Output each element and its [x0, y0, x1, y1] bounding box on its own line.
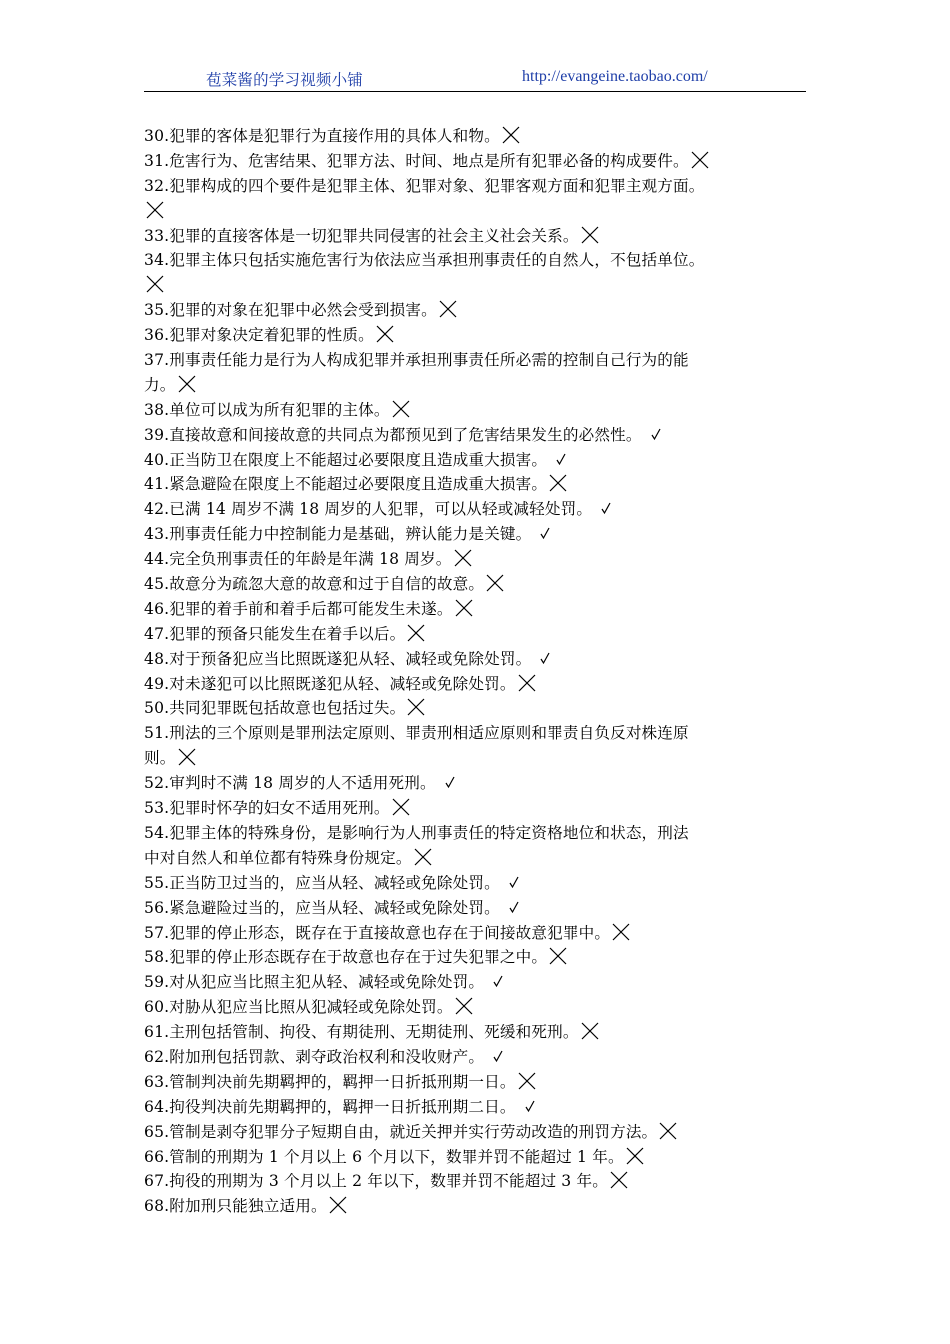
question-item: [144, 921, 814, 946]
question-text: 60.对胁从犯应当比照从犯减轻或免除处罚。: [144, 998, 453, 1017]
question-item: [144, 472, 814, 497]
question-text-line: [144, 348, 814, 373]
question-text-line: [144, 323, 814, 348]
shop-url[interactable]: http://evangeine.taobao.com/: [522, 68, 708, 85]
question-item: [144, 796, 814, 821]
question-text: 42.已满 14 周岁不满 18 周岁的人犯罪，可以从轻或减轻处罚。: [144, 500, 593, 519]
question-item: [144, 1120, 814, 1145]
question-item: [144, 224, 814, 249]
question-item: [144, 248, 814, 298]
cross-mark-icon: [454, 996, 474, 1016]
question-item: [144, 1095, 814, 1120]
question-text: 46.犯罪的着手前和着手后都可能发生未遂。: [144, 599, 453, 618]
cross-mark-icon: [548, 946, 568, 966]
question-text: 54.犯罪主体的特殊身份，是影响行为人刑事责任的特定资格地位和状态，刑法: [144, 823, 689, 842]
cross-mark-icon: [517, 673, 537, 693]
question-item: [144, 1070, 814, 1095]
cross-mark-icon: [406, 697, 426, 717]
check-mark-icon: [508, 900, 520, 914]
cross-mark-icon: [438, 299, 458, 319]
question-text: 59.对从犯应当比照主犯从轻、减轻或免除处罚。: [144, 973, 485, 992]
question-item: [144, 149, 814, 174]
check-mark-icon: [539, 526, 551, 540]
question-text: 53.犯罪时怀孕的妇女不适用死刑。: [144, 799, 390, 818]
question-text-line: [144, 746, 814, 771]
question-text-line: [144, 373, 814, 398]
question-text: 62.附加刑包括罚款、剥夺政治权利和没收财产。: [144, 1047, 485, 1066]
question-item: [144, 597, 814, 622]
cross-mark-icon: [485, 573, 505, 593]
check-mark-icon: [555, 452, 567, 466]
question-item: [144, 1145, 814, 1170]
cross-mark-icon: [145, 274, 165, 294]
cross-mark-icon: [609, 1170, 629, 1190]
check-mark-icon: [539, 651, 551, 665]
question-text: 57.犯罪的停止形态，既存在于直接故意也存在于间接故意犯罪中。: [144, 923, 611, 942]
cross-mark-icon: [580, 225, 600, 245]
shop-name: 苞菜酱的学习视频小铺: [206, 71, 364, 89]
question-item: [144, 672, 814, 697]
question-text-line: [144, 1070, 814, 1095]
question-text-line: [144, 622, 814, 647]
question-item: [144, 896, 814, 921]
question-text-line: [144, 721, 814, 746]
question-text-line: [144, 696, 814, 721]
question-item: [144, 821, 814, 871]
question-item: [144, 945, 814, 970]
question-text: 31.危害行为、危害结果、犯罪方法、时间、地点是所有犯罪必备的构成要件。: [144, 151, 689, 170]
cross-mark-icon: [453, 548, 473, 568]
question-text: 48.对于预备犯应当比照既遂犯从轻、减轻或免除处罚。: [144, 649, 532, 668]
question-text: 35.犯罪的对象在犯罪中必然会受到损害。: [144, 301, 437, 320]
cross-mark-icon: [690, 150, 710, 170]
question-text: 中对自然人和单位都有特殊身份规定。: [144, 848, 412, 867]
question-text-line: [144, 572, 814, 597]
question-item: [144, 696, 814, 721]
question-text-line: [144, 224, 814, 249]
question-text-line: [144, 846, 814, 871]
question-item: [144, 1194, 814, 1219]
question-text: 30.犯罪的客体是犯罪行为直接作用的具体人和物。: [144, 127, 500, 145]
cross-mark-icon: [625, 1146, 645, 1166]
question-text: 36.犯罪对象决定着犯罪的性质。: [144, 326, 374, 345]
question-item: [144, 298, 814, 323]
question-text-line: [144, 1095, 814, 1120]
question-text-line: [144, 547, 814, 572]
question-item: [144, 547, 814, 572]
question-text-line: [144, 448, 814, 473]
question-item: [144, 124, 814, 149]
question-text-line: [144, 273, 814, 298]
question-text-line: [144, 1045, 814, 1070]
question-text-line: [144, 597, 814, 622]
question-item: [144, 497, 814, 522]
question-text: 64.拘役判决前先期羁押的，羁押一日折抵刑期二日。: [144, 1097, 516, 1116]
question-text: 45.故意分为疏忽大意的故意和过于自信的故意。: [144, 575, 485, 594]
question-item: [144, 423, 814, 448]
question-text: 39.直接故意和间接故意的共同点为都预见到了危害结果发生的必然性。: [144, 425, 642, 444]
question-text-line: [144, 248, 814, 273]
question-text: 力。: [144, 375, 176, 394]
question-item: [144, 398, 814, 423]
question-text-line: [144, 472, 814, 497]
question-text-line: [144, 298, 814, 323]
question-text: 65.管制是剥夺犯罪分子短期自由，就近关押并实行劳动改造的刑罚方法。: [144, 1122, 658, 1141]
question-text-line: [144, 1194, 814, 1219]
check-mark-icon: [444, 775, 456, 789]
cross-mark-icon: [548, 473, 568, 493]
question-text-line: [144, 896, 814, 921]
question-text-line: [144, 497, 814, 522]
question-text: 43.刑事责任能力中控制能力是基础，辨认能力是关键。: [144, 525, 532, 544]
question-text: 37.刑事责任能力是行为人构成犯罪并承担刑事责任所必需的控制自己行为的能: [144, 351, 689, 370]
question-item: [144, 348, 814, 398]
question-text-line: [144, 149, 814, 174]
question-text: 32.犯罪构成的四个要件是犯罪主体、犯罪对象、犯罪客观方面和犯罪主观方面。: [144, 176, 705, 195]
cross-mark-icon: [145, 200, 165, 220]
check-mark-icon: [650, 427, 662, 441]
question-item: [144, 572, 814, 597]
question-item: [144, 174, 814, 224]
question-item: [144, 1020, 814, 1045]
question-item: [144, 323, 814, 348]
check-mark-icon: [508, 875, 520, 889]
cross-mark-icon: [454, 598, 474, 618]
question-text-line: [144, 1145, 814, 1170]
check-mark-icon: [524, 1099, 536, 1113]
question-text: 44.完全负刑事责任的年龄是年满 18 周岁。: [144, 550, 452, 569]
question-text-line: [144, 821, 814, 846]
question-text-line: [144, 970, 814, 995]
question-text-line: [144, 647, 814, 672]
cross-mark-icon: [177, 747, 197, 767]
question-item: [144, 522, 814, 547]
question-text-line: [144, 796, 814, 821]
question-text-line: [144, 1169, 814, 1194]
question-text-line: [144, 124, 814, 149]
question-list: [144, 124, 814, 1219]
question-text: 63.管制判决前先期羁押的，羁押一日折抵刑期一日。: [144, 1072, 516, 1091]
check-mark-icon: [600, 501, 612, 515]
cross-mark-icon: [501, 125, 521, 145]
question-text-line: [144, 1120, 814, 1145]
question-text: 41.紧急避险在限度上不能超过必要限度且造成重大损害。: [144, 475, 548, 494]
question-item: [144, 995, 814, 1020]
question-text-line: [144, 199, 814, 224]
question-text: 61.主刑包括管制、拘役、有期徒刑、无期徒刑、死缓和死刑。: [144, 1023, 579, 1042]
question-text: 56.紧急避险过当的，应当从轻、减轻或免除处罚。: [144, 898, 500, 917]
page-header: [144, 66, 806, 92]
cross-mark-icon: [517, 1071, 537, 1091]
question-text-line: [144, 522, 814, 547]
question-text: 68.附加刑只能独立适用。: [144, 1197, 327, 1216]
check-mark-icon: [492, 1049, 504, 1063]
question-text-line: [144, 174, 814, 199]
question-text-line: [144, 398, 814, 423]
question-text: 49.对未遂犯可以比照既遂犯从轻、减轻或免除处罚。: [144, 674, 516, 693]
question-text: 58.犯罪的停止形态既存在于故意也存在于过失犯罪之中。: [144, 948, 548, 967]
cross-mark-icon: [611, 922, 631, 942]
question-text: 38.单位可以成为所有犯罪的主体。: [144, 400, 390, 419]
question-item: [144, 871, 814, 896]
question-item: [144, 721, 814, 771]
cross-mark-icon: [413, 847, 433, 867]
question-text: 34.犯罪主体只包括实施危害行为依法应当承担刑事责任的自然人，不包括单位。: [144, 251, 705, 270]
question-text-line: [144, 771, 814, 796]
question-item: [144, 1169, 814, 1194]
cross-mark-icon: [391, 797, 411, 817]
question-text-line: [144, 1020, 814, 1045]
question-text: 47.犯罪的预备只能发生在着手以后。: [144, 624, 406, 643]
question-text: 66.管制的刑期为 1 个月以上 6 个月以下，数罪并罚不能超过 1 年。: [144, 1147, 624, 1166]
question-text: 33.犯罪的直接客体是一切犯罪共同侵害的社会主义社会关系。: [144, 226, 579, 245]
question-text-line: [144, 945, 814, 970]
question-text-line: [144, 672, 814, 697]
cross-mark-icon: [580, 1021, 600, 1041]
cross-mark-icon: [658, 1121, 678, 1141]
question-text-line: [144, 423, 814, 448]
check-mark-icon: [492, 974, 504, 988]
question-item: [144, 1045, 814, 1070]
question-text: 67.拘役的刑期为 3 个月以上 2 年以下，数罪并罚不能超过 3 年。: [144, 1172, 608, 1191]
question-item: [144, 647, 814, 672]
question-item: [144, 970, 814, 995]
question-text: 52.审判时不满 18 周岁的人不适用死刑。: [144, 774, 436, 793]
question-text: 55.正当防卫过当的，应当从轻、减轻或免除处罚。: [144, 873, 500, 892]
question-text: 则。: [144, 749, 176, 768]
cross-mark-icon: [375, 324, 395, 344]
question-text: 50.共同犯罪既包括故意也包括过失。: [144, 699, 406, 718]
question-text-line: [144, 995, 814, 1020]
question-item: [144, 448, 814, 473]
cross-mark-icon: [328, 1195, 348, 1215]
question-text: 51.刑法的三个原则是罪刑法定原则、罪责刑相适应原则和罪责自负反对株连原: [144, 724, 689, 743]
question-item: [144, 771, 814, 796]
cross-mark-icon: [391, 399, 411, 419]
question-text-line: [144, 871, 814, 896]
cross-mark-icon: [177, 374, 197, 394]
question-text-line: [144, 921, 814, 946]
cross-mark-icon: [406, 623, 426, 643]
question-item: [144, 622, 814, 647]
question-text: 40.正当防卫在限度上不能超过必要限度且造成重大损害。: [144, 450, 548, 469]
